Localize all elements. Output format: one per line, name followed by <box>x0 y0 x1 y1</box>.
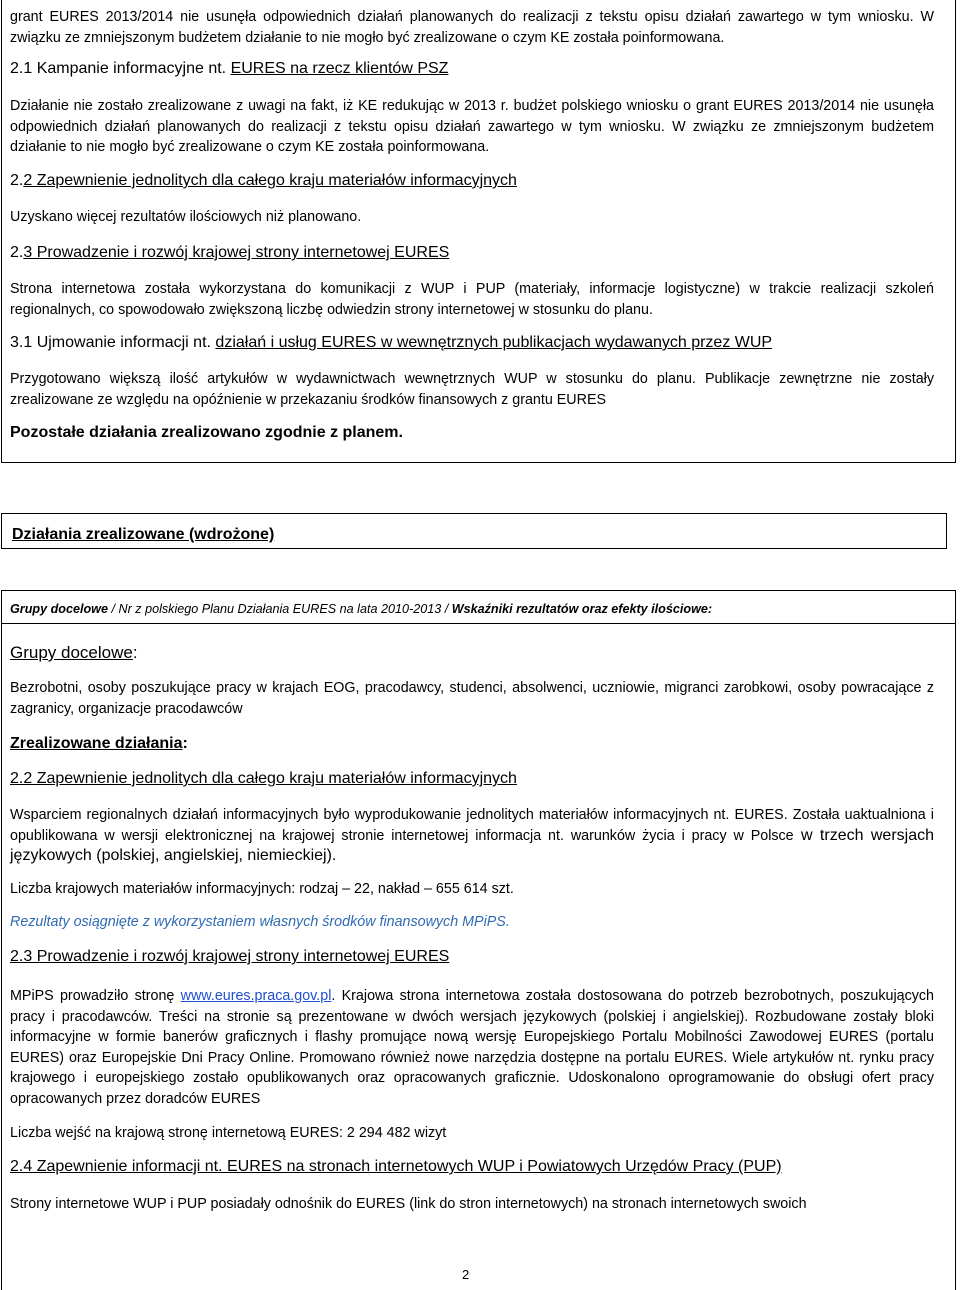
summary-line: Pozostałe działania zrealizowano zgodnie z planem. <box>10 424 403 441</box>
visits-count: Liczba wejść na krajową stronę internetową EURES: 2 294 482 wizyt <box>10 1125 447 1141</box>
heading-2-3-website: 2.3 Prowadzenie i rozwój krajowej strony internetowej EURES <box>10 948 450 965</box>
funding-note: Rezultaty osiągnięte z wykorzystaniem własnych środków finansowych MPiPS. <box>10 914 510 930</box>
heading-2-2-materials: 2.2 Zapewnienie jednolitych dla całego kraju materiałów informacyjnych <box>10 770 517 787</box>
paragraph-2-4: Strony internetowe WUP i PUP posiadały odnośnik do EURES (link do stron internetowych) na stronach internetowych swoich <box>10 1196 807 1212</box>
heading-2-2: 2.2 Zapewnienie jednolitych dla całego kraju materiałów informacyjnych <box>10 172 517 189</box>
activities-label: Zrealizowane działania: <box>10 735 188 752</box>
paragraph-website: MPiPS prowadziło stronę www.eures.praca.gov.pl. Krajowa strona internetowa została dostosowana do potrzeb bezrobotnych, poszukujących pracy i pracodawców. Treści na stronie są prezentowane w dwóch wersjach językowych (polskiej i angielskiej). Rozbudowane zostały bloki informacyjne w formie banerów graficznych i flashy promujące nową wersję Europejskiego Portalu Mobilności Zawodowej EURES (portalu EURES) oraz Europejskie Dni Pracy Online. Promowano również nowe narzędzia dostępne na portalu EURES. Wiele artykułów nt. rynku pracy krajowego i europejskiego zostało opublikowanych oraz opracowanych graficznie. Udoskonalono oprogramowanie do obsługi ofert pracy opracowanych przez doradców EURES <box>10 988 934 1107</box>
table-header: Grupy docelowe / Nr z polskiego Planu Działania EURES na lata 2010-2013 / Wskaźniki rezultatów oraz efekty ilościowe: <box>10 602 713 616</box>
paragraph-materials: Wsparciem regionalnych działań informacyjnych było wyprodukowanie jednolitych materiałów informacyjnych nt. EURES. Została uaktualniona i opublikowana w wersji elektronicznej na krajowej stronie internetowej informacja nt. warunków życia i pracy w Polsce w trzech wersjach językowych (polskiej, angielskiej, niemieckiej). <box>10 807 935 864</box>
section-title: Działania zrealizowane (wdrożone) <box>12 526 275 543</box>
top-section-box <box>1 0 956 463</box>
table-header-row <box>2 591 955 624</box>
paragraph-3-1: Przygotowano większą ilość artykułów w wydawnictwach wewnętrznych WUP w stosunku do planu. Publikacje zewnętrzne nie zostały zrealizowane ze względu na opóźnienie w przekazaniu środków finansowych z grantu EURES <box>10 371 934 408</box>
paragraph-2-2: Uzyskano więcej rezultatów ilościowych niż planowano. <box>10 209 362 225</box>
paragraph-2-1: Działanie nie zostało zrealizowane z uwagi na fakt, iż KE redukując w 2013 r. budżet polskiego wniosku o grant EURES 2013/2014 nie usunęła odpowiednich działań planowanych do realizacji z tekstu opisu działań zawartego w tym wniosku. W związku ze zmniejszonym budżetem działanie to nie mogło być zrealizowane o czym KE została poinformowana. <box>10 98 934 155</box>
target-groups-text: Bezrobotni, osoby poszukujące pracy w krajach EOG, pracodawcy, studenci, absolwenci, uczniowie, migranci zarobkowi, osoby powracające z zagranicy, organizacje pracodawców <box>10 680 934 717</box>
heading-3-1: 3.1 Ujmowanie informacji nt. działań i usług EURES w wewnętrznych publikacjach wydawanych przez WUP <box>10 334 773 351</box>
materials-count: Liczba krajowych materiałów informacyjnych: rodzaj – 22, nakład – 655 614 szt. <box>10 881 514 897</box>
heading-2-4: 2.4 Zapewnienie informacji nt. EURES na stronach internetowych WUP i Powiatowych Urzędów Pracy (PUP) <box>10 1158 782 1175</box>
target-groups-label: Grupy docelowe: <box>10 643 138 662</box>
page-number: 2 <box>462 1267 470 1282</box>
results-box <box>1 590 956 1290</box>
section-title-box <box>1 513 947 549</box>
paragraph-continued: grant EURES 2013/2014 nie usunęła odpowiednich działań planowanych do realizacji z tekstu opisu działań zawartego w tym wniosku. W związku ze zmniejszonym budżetem działanie to nie mogło być zrealizowane o czym KE została poinformowana. <box>10 9 934 46</box>
heading-2-3: 2.3 Prowadzenie i rozwój krajowej strony internetowej EURES <box>10 244 450 261</box>
paragraph-2-3: Strona internetowa została wykorzystana do komunikacji z WUP i PUP (materiały, informacje logistyczne) w trakcie realizacji szkoleń regionalnych, co spowodowało zwiększoną liczbę odwiedzin strony internetowej w stosunku do planu. <box>10 281 934 318</box>
eures-website-link[interactable]: www.eures.praca.gov.pl <box>180 988 332 1004</box>
heading-2-1: 2.1 Kampanie informacyjne nt. EURES na rzecz klientów PSZ <box>10 60 449 77</box>
